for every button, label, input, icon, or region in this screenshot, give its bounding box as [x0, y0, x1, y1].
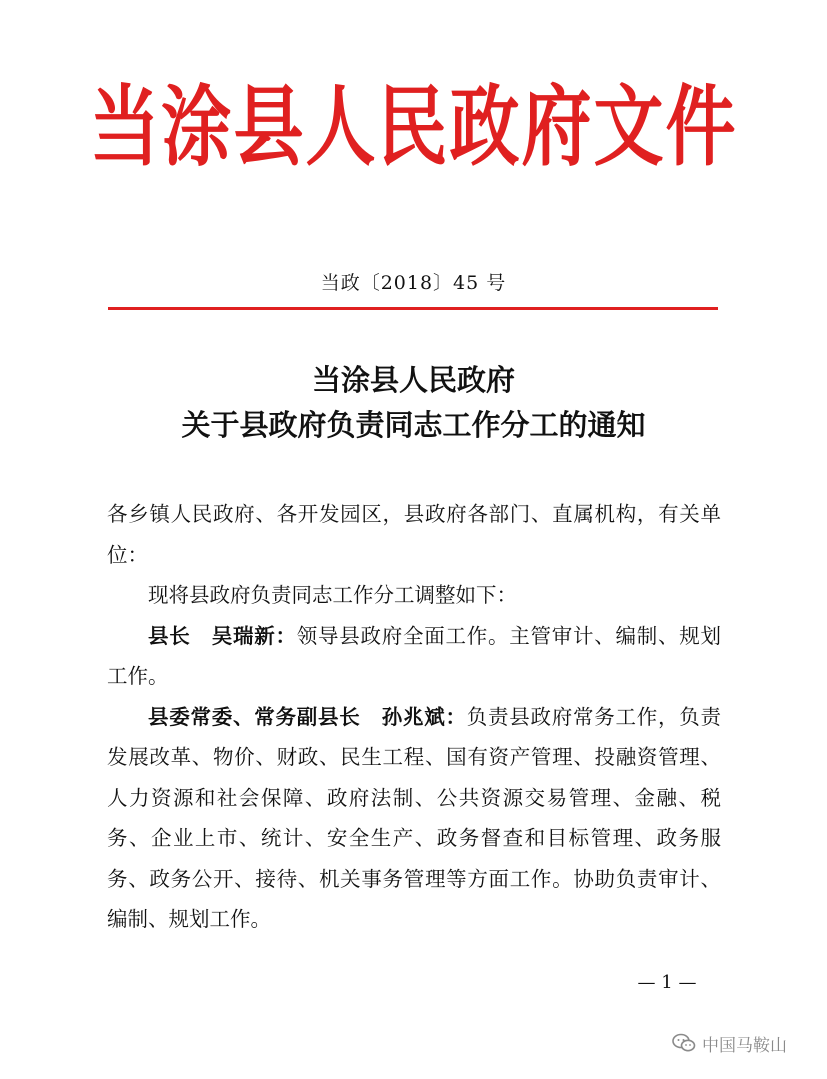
assignment-duties: 负责县政府常务工作，负责发展改革、物价、财政、民生工程、国有资产管理、投融资管理、人力资源和社会保障、政府法制、公共资源交易管理、金融、税务、企业上市、统计、安全生产、政务督查和目标管理、政务服务、政务公开、接待、机关事务管理等方面工作。协助负责审计、编制、规划工作。 — [107, 704, 721, 931]
title-line-2: 关于县政府负责同志工作分工的通知 — [181, 408, 646, 442]
page-number: — 1 — — [637, 972, 697, 993]
assignment-role: 县长 吴瑞新： — [148, 623, 297, 648]
assignment-paragraph — [107, 697, 721, 940]
assignment-role: 县委常委、常务副县长 孙兆斌： — [148, 704, 467, 729]
red-divider-line — [108, 307, 718, 310]
assignment-duties: 领导县政府全面工作。主管审计、编制、规划工作。 — [107, 623, 721, 688]
assignment-paragraph — [107, 616, 721, 697]
source-watermark — [672, 1028, 787, 1058]
title-line-1: 当涂县人民政府 — [311, 363, 515, 397]
document-body — [107, 494, 721, 940]
recipients: 各乡镇人民政府、各开发园区，县政府各部门、直属机构，有关单位： — [107, 502, 721, 567]
intro-paragraph: 现将县政府负责同志工作分工调整如下： — [148, 583, 517, 607]
wechat-icon — [672, 1033, 696, 1053]
document-number: 当政〔2018〕45 号 — [320, 272, 507, 294]
watermark-text: 中国马鞍山 — [702, 1035, 787, 1056]
document-masthead: 当涂县人民政府文件 — [89, 75, 738, 179]
